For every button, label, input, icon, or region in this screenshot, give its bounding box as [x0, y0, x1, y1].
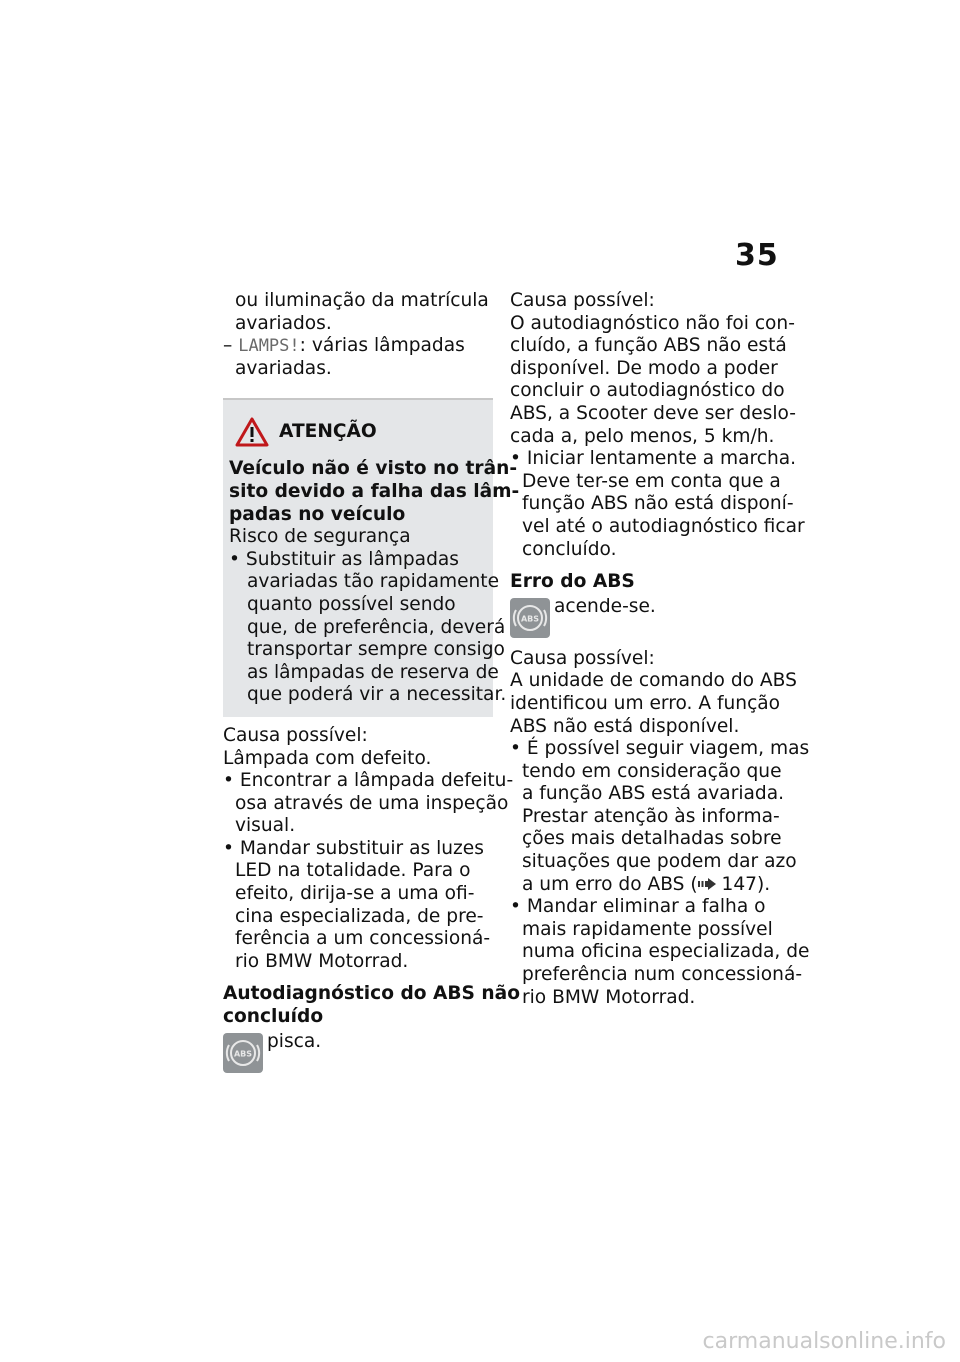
reference-arrow-icon: [698, 878, 716, 890]
bullet-line: Prestar atenção às informa-: [522, 805, 780, 827]
cause-label: Causa possível:: [510, 647, 655, 669]
warning-bullet-line: avariadas tão rapidamente: [247, 571, 500, 593]
intro-line: ou iluminação da matrícula: [235, 290, 489, 311]
warning-bullet: • Substituir as lâmpadas: [229, 548, 459, 570]
warning-bullet-line: que, de preferência, deverá: [247, 616, 506, 638]
cause-text: concluir o autodiagnóstico do: [510, 380, 785, 402]
cause-text: ABS não está disponível.: [510, 715, 740, 737]
bullet-line: visual.: [235, 815, 296, 837]
page-number: 35: [735, 238, 779, 273]
bullet-line-reference: a um erro do ABS ( 147).: [522, 873, 771, 895]
lamps-line: avariadas.: [235, 357, 332, 379]
bullet-line: osa através de uma inspeção: [235, 792, 509, 814]
bullet-line: rio BMW Motorrad.: [522, 986, 696, 1008]
warning-bullet-line: as lâmpadas de reserva de: [247, 661, 499, 683]
icon-text: pisca.: [267, 1030, 322, 1052]
warning-bullet-line: transportar sempre consigo: [247, 639, 505, 661]
cause-text: ABS, a Scooter deve ser deslo-: [510, 402, 796, 424]
bullet-line: tendo em consideração que: [522, 760, 782, 782]
lamps-code: LAMPS!: [238, 336, 300, 357]
cause-label: Causa possível:: [223, 724, 368, 746]
bullet-item: • Iniciar lentamente a marcha.: [510, 448, 797, 470]
abs-indicator-row: [510, 594, 780, 638]
bullet-line: rio BMW Motorrad.: [235, 950, 409, 972]
bullet-line: vel até o autodiagnóstico ficar: [522, 515, 805, 537]
right-column: [510, 290, 810, 1009]
bullet-line: numa oficina especializada, de: [522, 941, 810, 963]
warning-title: ATENÇÃO: [279, 421, 377, 443]
intro-line: avariados.: [235, 312, 332, 334]
cause-text: cluído, a função ABS não está: [510, 335, 787, 357]
warning-box: [223, 398, 520, 717]
lamps-line: – LAMPS!: várias lâmpadas: [223, 335, 465, 357]
bullet-line: situações que podem dar azo: [522, 851, 797, 873]
abs-warning-icon: [510, 598, 550, 638]
cause-text: Lâmpada com defeito.: [223, 747, 432, 769]
cause-label: Causa possível:: [510, 290, 655, 311]
warning-risk: Risco de segurança: [229, 526, 411, 548]
svg-text:ABS: ABS: [520, 614, 540, 624]
bullet-line: preferência num concessioná-: [522, 964, 803, 986]
cause-text: disponível. De modo a poder: [510, 357, 778, 379]
warning-header: [229, 414, 487, 450]
bullet-item: • É possível seguir viagem, mas: [510, 738, 810, 760]
bullet-line: efeito, dirija-se a uma ofi-: [235, 883, 475, 905]
warning-bullet-line: que poderá vir a necessitar.: [247, 684, 507, 706]
svg-text:ABS: ABS: [233, 1049, 253, 1059]
warning-headline: padas no veículo: [229, 503, 406, 525]
abs-warning-icon: [223, 1033, 263, 1073]
bullet-line: LED na totalidade. Para o: [235, 860, 471, 882]
section-heading: Autodiagnóstico do ABS não: [223, 983, 520, 1005]
warning-triangle-icon: [235, 417, 269, 447]
bullet-item: • Mandar substituir as luzes: [223, 837, 484, 859]
abs-indicator-row: [223, 1029, 493, 1073]
bullet-line: função ABS não está disponí-: [522, 493, 794, 515]
bullet-item: • Mandar eliminar a falha o: [510, 896, 766, 918]
section-heading: Erro do ABS: [510, 571, 635, 593]
bullet-line: Deve ter-se em conta que a: [522, 470, 781, 492]
cause-text: cada a, pelo menos, 5 km/h.: [510, 425, 775, 447]
bullet-line: ções mais detalhadas sobre: [522, 828, 782, 850]
lamps-text: : várias lâmpadas: [299, 335, 465, 357]
section-heading: concluído: [223, 1006, 324, 1028]
bullet-line: ferência a um concessioná-: [235, 928, 491, 950]
warning-bullet-line: quanto possível sendo: [247, 593, 456, 615]
bullet-line: a função ABS está avariada.: [522, 783, 785, 805]
bullet-line: concluído.: [522, 538, 617, 560]
cause-text: A unidade de comando do ABS: [510, 670, 797, 692]
bullet-line: mais rapidamente possível: [522, 918, 773, 940]
icon-text: acende-se.: [554, 595, 656, 617]
cause-text: O autodiagnóstico não foi con-: [510, 312, 795, 334]
watermark: carmanualsonline.info: [702, 1329, 946, 1354]
warning-headline: sito devido a falha das lâm-: [229, 480, 520, 502]
bullet-line: cina especializada, de pre-: [235, 905, 484, 927]
cause-text: identificou um erro. A função: [510, 692, 781, 714]
bullet-item: • Encontrar a lâmpada defeitu-: [223, 770, 514, 792]
left-column: [223, 290, 520, 1073]
warning-headline: Veículo não é visto no trân-: [229, 458, 518, 480]
